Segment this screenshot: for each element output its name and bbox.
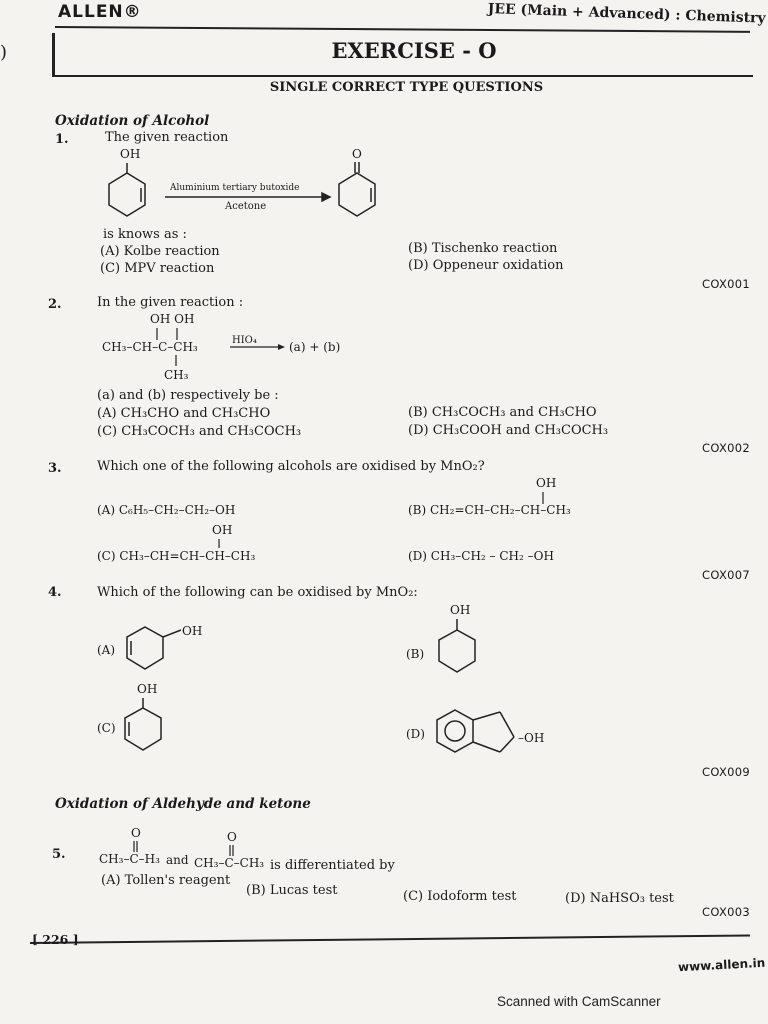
- q4-a-oh: OH: [182, 624, 203, 638]
- page-number: [ 226 ]: [32, 932, 79, 947]
- question-number-3: 3.: [48, 461, 62, 476]
- question-3-text: Which one of the following alcohols are oxidised by MnO₂?: [97, 459, 485, 474]
- q1-reagent-top: Aluminium tertiary butoxide: [170, 183, 300, 193]
- q2-chain: CH₃–CH–C–CH₃: [102, 340, 198, 354]
- q3-option-d: (D) CH₃–CH₂ – CH₂ –OH: [408, 549, 554, 563]
- question-1-text: The given reaction: [105, 130, 229, 145]
- q2-option-b: (B) CH₃COCH₃ and CH₃CHO: [408, 405, 597, 420]
- q5-o1: O: [131, 826, 141, 840]
- q5-tail: is differentiated by: [270, 858, 395, 873]
- allen-logo: ALLEN®: [58, 2, 142, 22]
- q1-code: COX001: [702, 277, 750, 291]
- q4-option-c: (C): [97, 721, 116, 735]
- page-edge-mark: ): [0, 42, 8, 63]
- q5-option-d: (D) NaHSO₃ test: [565, 891, 674, 906]
- q1-o-label: O: [352, 147, 362, 161]
- q5-and: and: [166, 853, 189, 867]
- question-number-2: 2.: [48, 297, 62, 312]
- section-heading-alcohol: Oxidation of Alcohol: [55, 113, 210, 129]
- q3-option-a: (A) C₆H₅–CH₂–CH₂–OH: [97, 503, 236, 517]
- q2-code: COX002: [702, 441, 750, 455]
- q4-code: COX009: [702, 765, 750, 779]
- exercise-title: EXERCISE - O: [331, 38, 497, 63]
- q2-ch3: CH₃: [164, 368, 189, 382]
- q4-option-a: (A): [97, 643, 116, 657]
- q2-products: (a) + (b): [289, 340, 341, 354]
- q2-option-c: (C) CH₃COCH₃ and CH₃COCH₃: [97, 424, 302, 439]
- q3-option-c: (C) CH₃–CH=CH–CH–CH₃: [97, 549, 256, 563]
- q5-o2: O: [227, 830, 237, 844]
- q1-option-d: (D) Oppeneur oxidation: [408, 258, 564, 273]
- q5-option-b: (B) Lucas test: [246, 883, 338, 898]
- section-subtitle: SINGLE CORRECT TYPE QUESTIONS: [269, 80, 544, 95]
- scanner-watermark: Scanned with CamScanner: [497, 994, 661, 1009]
- q4-d-oh: –OH: [518, 731, 545, 745]
- q5-right-compound: CH₃–C–CH₃: [194, 856, 265, 870]
- section-heading-aldehyde-ketone: Oxidation of Aldehyde and ketone: [55, 796, 311, 812]
- q5-code: COX003: [702, 905, 750, 919]
- q2-option-a: (A) CH₃CHO and CH₃CHO: [97, 406, 271, 421]
- q4-option-d: (D): [406, 727, 425, 741]
- question-4-text: Which of the following can be oxidised by MnO₂:: [97, 585, 418, 600]
- q3-code: COX007: [702, 568, 750, 582]
- website-url: www.allen.in: [677, 955, 766, 975]
- q2-option-d: (D) CH₃COOH and CH₃COCH₃: [408, 423, 609, 438]
- question-2-text: In the given reaction :: [97, 295, 244, 310]
- question-number-5: 5.: [52, 847, 66, 862]
- q1-known-as: is knows as :: [103, 227, 187, 242]
- q1-option-b: (B) Tischenko reaction: [408, 241, 558, 256]
- q1-option-c: (C) MPV reaction: [100, 261, 215, 276]
- q4-option-b: (B): [406, 647, 425, 661]
- question-number-1: 1.: [55, 132, 69, 147]
- q1-oh-label: OH: [120, 147, 141, 161]
- q1-reagent-bottom: Acetone: [225, 201, 267, 212]
- q4-c-oh: OH: [137, 682, 158, 696]
- q3-b-oh: OH: [536, 476, 557, 490]
- course-title: JEE (Main + Advanced) : Chemistry: [487, 1, 766, 27]
- q5-left-compound: CH₃–C–H₃: [99, 852, 160, 866]
- q5-option-c: (C) Iodoform test: [403, 889, 517, 904]
- q5-option-a: (A) Tollen's reagent: [101, 873, 231, 888]
- q4-b-oh: OH: [450, 603, 471, 617]
- q2-oh-pair: OH OH: [150, 312, 195, 326]
- q1-option-a: (A) Kolbe reaction: [100, 244, 220, 259]
- q3-option-b: (B) CH₂=CH–CH₂–CH–CH₃: [408, 503, 571, 517]
- question-number-4: 4.: [48, 585, 62, 600]
- q2-line2: (a) and (b) respectively be :: [97, 388, 279, 403]
- q3-c-oh: OH: [212, 523, 233, 537]
- q2-reagent: HIO₄: [232, 335, 257, 346]
